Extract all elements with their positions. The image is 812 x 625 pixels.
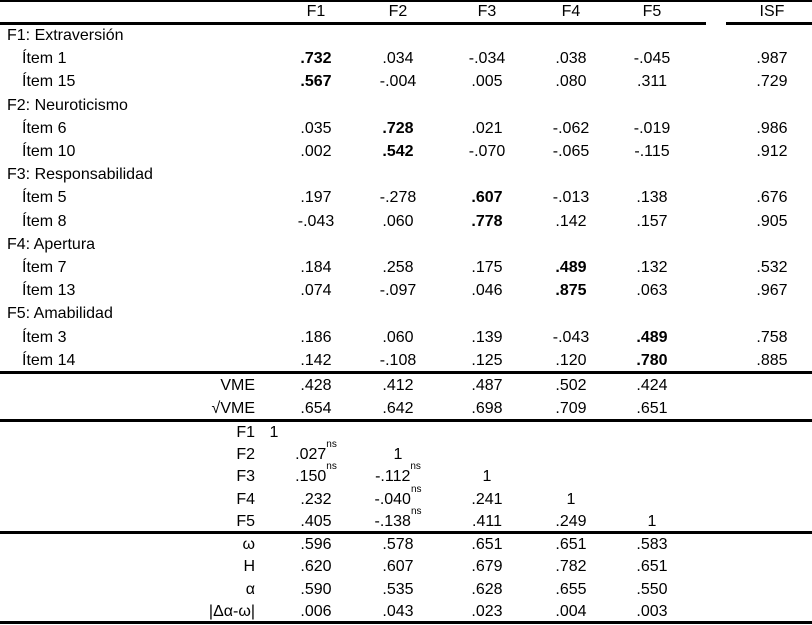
factor-group-label: F3: Responsabilidad — [7, 166, 153, 183]
correlation-value — [447, 510, 527, 533]
item-label: Ítem 5 — [22, 189, 67, 206]
isf-value: .987 — [756, 50, 788, 67]
reliability-value: .003 — [636, 603, 668, 621]
loading-value: -.004 — [379, 73, 417, 90]
loading-value: .063 — [636, 282, 668, 299]
item-label: Ítem 13 — [22, 282, 76, 299]
correlation-value — [358, 505, 438, 533]
loading-value: .002 — [300, 143, 332, 160]
reliability-row — [0, 555, 812, 578]
loading-value: .060 — [382, 213, 414, 230]
reliability-value: .607 — [382, 558, 414, 576]
correlation-label: F1 — [236, 424, 255, 441]
table-row — [0, 186, 812, 209]
correlation-label: F5 — [236, 512, 255, 530]
item-label: Ítem 10 — [22, 143, 76, 160]
loading-value: .138 — [636, 189, 668, 206]
reliability-value: .578 — [382, 536, 414, 553]
correlation-value — [276, 439, 356, 466]
variance-row — [0, 397, 812, 420]
reliability-value: .550 — [636, 580, 668, 598]
isf-value: .905 — [756, 213, 788, 230]
variance-value: .487 — [471, 377, 503, 394]
reliability-label: ω — [242, 536, 255, 553]
ns-marker: ns — [410, 461, 421, 473]
loading-value: .186 — [300, 329, 332, 346]
loading-value: .732 — [300, 50, 332, 67]
loading-value: -.019 — [633, 120, 671, 137]
isf-value: .912 — [756, 143, 788, 160]
loading-value: .489 — [555, 259, 587, 276]
loading-value: -.065 — [552, 143, 590, 160]
col-header-f4: F4 — [561, 3, 581, 20]
correlation-number: -.138 — [374, 512, 411, 530]
item-label: Ítem 6 — [22, 120, 67, 137]
table-row — [0, 140, 812, 163]
correlation-number: .150 — [295, 468, 327, 486]
loading-value: .034 — [382, 50, 414, 67]
reliability-value: .006 — [300, 603, 332, 621]
reliability-label: H — [243, 558, 255, 576]
loading-value: .258 — [382, 259, 414, 276]
loading-value: -.034 — [468, 50, 506, 67]
correlation-row — [0, 421, 812, 444]
correlation-number: 1 — [269, 424, 279, 441]
isf-value: .967 — [756, 282, 788, 299]
variance-value: .502 — [555, 377, 587, 394]
loading-value: -.043 — [552, 329, 590, 346]
loading-value: .778 — [471, 213, 503, 230]
factor-group-row — [0, 163, 812, 186]
correlation-number: .411 — [472, 512, 502, 530]
table-row — [0, 47, 812, 70]
ns-marker: ns — [410, 483, 422, 495]
loading-value: .046 — [471, 282, 503, 299]
reliability-value: .004 — [555, 603, 587, 621]
loading-value: .542 — [382, 143, 414, 160]
correlation-number: 1 — [482, 468, 492, 486]
correlation-number: 1 — [566, 490, 576, 508]
correlation-value — [447, 465, 527, 488]
factor-group-label: F4: Apertura — [7, 236, 96, 253]
correlation-number: .249 — [555, 512, 587, 530]
correlation-value — [531, 510, 611, 533]
reliability-value: .590 — [300, 580, 332, 598]
correlation-number: .405 — [300, 512, 332, 530]
correlation-value — [262, 421, 286, 444]
correlation-value — [276, 461, 356, 488]
correlation-number: -.112 — [375, 468, 411, 486]
loading-value: .021 — [471, 120, 503, 137]
variance-value: .424 — [636, 377, 668, 394]
table-row — [0, 70, 812, 93]
correlation-label: F2 — [236, 446, 255, 464]
loading-value: .780 — [636, 352, 668, 369]
correlation-row — [0, 483, 812, 511]
item-label: Ítem 1 — [22, 50, 67, 67]
factor-group-row — [0, 24, 812, 47]
reliability-value: .043 — [382, 603, 414, 621]
reliability-value: .023 — [471, 603, 503, 621]
correlation-number: -.040 — [374, 490, 411, 508]
item-label: Ítem 8 — [22, 213, 67, 230]
loading-value: .074 — [300, 282, 332, 299]
isf-value: .676 — [756, 189, 788, 206]
loading-value: .157 — [636, 213, 668, 230]
correlation-row — [0, 439, 812, 466]
table-header — [0, 0, 812, 23]
loading-value: .184 — [300, 259, 332, 276]
correlation-value — [276, 488, 356, 511]
correlation-number: 1 — [393, 446, 403, 464]
loading-value: -.013 — [552, 189, 590, 206]
ns-marker: ns — [410, 505, 422, 517]
item-label: Ítem 7 — [22, 259, 67, 276]
loading-value: -.043 — [297, 213, 335, 230]
loading-value: .607 — [471, 189, 503, 206]
reliability-value: .628 — [471, 580, 503, 598]
ns-marker: ns — [326, 461, 337, 473]
reliability-value: .651 — [555, 536, 587, 553]
variance-value: .698 — [471, 400, 503, 417]
correlation-value — [531, 488, 611, 511]
loading-value: -.278 — [379, 189, 417, 206]
reliability-value: .596 — [300, 536, 332, 553]
col-header-isf: ISF — [759, 3, 785, 20]
variance-value: .654 — [300, 400, 332, 417]
variance-value: .642 — [382, 400, 414, 417]
loading-value: -.070 — [468, 143, 506, 160]
correlation-value — [358, 483, 438, 511]
loading-value: .142 — [300, 352, 332, 369]
isf-value: .986 — [756, 120, 788, 137]
reliability-label: α — [245, 580, 255, 598]
variance-value: .412 — [382, 377, 414, 394]
variance-row — [0, 374, 812, 397]
factor-group-row — [0, 302, 812, 325]
correlation-row — [0, 461, 812, 488]
loading-value: .005 — [471, 73, 503, 90]
correlation-value — [358, 461, 438, 488]
col-header-f1: F1 — [306, 3, 326, 20]
loading-value: .311 — [637, 73, 667, 90]
loading-value: .875 — [555, 282, 587, 299]
reliability-value: .655 — [555, 580, 587, 598]
correlation-value — [358, 443, 438, 466]
loading-value: .132 — [636, 259, 668, 276]
factor-group-label: F1: Extraversión — [7, 27, 124, 44]
correlation-row — [0, 505, 812, 533]
loading-value: .567 — [300, 73, 332, 90]
loading-value: .142 — [555, 213, 587, 230]
loading-value: -.108 — [379, 352, 417, 369]
reliability-value: .535 — [382, 580, 414, 598]
correlation-label: F3 — [236, 468, 255, 486]
isf-value: .885 — [756, 352, 788, 369]
correlation-label: F4 — [236, 490, 255, 508]
reliability-row — [0, 578, 812, 601]
loading-value: .489 — [636, 329, 668, 346]
loading-value: -.115 — [634, 143, 670, 160]
loading-value: .197 — [300, 189, 332, 206]
correlation-value — [276, 510, 356, 533]
reliability-value: .782 — [555, 558, 587, 576]
isf-value: .729 — [756, 73, 788, 90]
variance-label: √VME — [211, 400, 255, 417]
isf-value: .532 — [756, 259, 788, 276]
loading-value: .060 — [382, 329, 414, 346]
loading-value: .728 — [382, 120, 414, 137]
correlation-value — [447, 488, 527, 511]
correlation-number: .027 — [295, 446, 327, 464]
loading-value: .120 — [555, 352, 587, 369]
reliability-row — [0, 600, 812, 623]
factor-group-label: F5: Amabilidad — [7, 305, 113, 322]
item-label: Ítem 15 — [22, 73, 76, 90]
col-header-f5: F5 — [642, 3, 662, 20]
item-label: Ítem 14 — [22, 352, 76, 369]
correlation-value — [612, 510, 692, 533]
correlation-number: .241 — [471, 490, 503, 508]
table-row — [0, 256, 812, 279]
variance-value: .428 — [300, 377, 332, 394]
table-row — [0, 349, 812, 372]
loading-value: .139 — [471, 329, 503, 346]
variance-value: .709 — [555, 400, 587, 417]
factor-group-row — [0, 233, 812, 256]
loading-value: -.062 — [552, 120, 590, 137]
table-row — [0, 326, 812, 349]
table-row — [0, 279, 812, 302]
loading-value: .035 — [300, 120, 332, 137]
loading-value: .080 — [555, 73, 587, 90]
loading-value: .038 — [555, 50, 587, 67]
loading-value: -.097 — [379, 282, 417, 299]
reliability-value: .679 — [471, 558, 503, 576]
reliability-label: |Δα-ω| — [208, 603, 255, 621]
reliability-row — [0, 533, 812, 556]
table-row — [0, 210, 812, 233]
factor-group-label: F2: Neuroticismo — [7, 97, 128, 114]
loading-value: .175 — [471, 259, 503, 276]
correlation-number: .232 — [300, 490, 332, 508]
isf-value: .758 — [756, 329, 788, 346]
loading-value: .125 — [471, 352, 503, 369]
reliability-value: .620 — [300, 558, 332, 576]
ns-marker: ns — [326, 439, 337, 451]
variance-label: VME — [220, 377, 255, 394]
reliability-value: .651 — [471, 536, 503, 553]
correlation-number: 1 — [647, 512, 657, 530]
reliability-value: .651 — [636, 558, 668, 576]
loading-value: -.045 — [633, 50, 671, 67]
item-label: Ítem 3 — [22, 329, 67, 346]
variance-value: .651 — [636, 400, 668, 417]
table-row — [0, 117, 812, 140]
col-header-f3: F3 — [477, 3, 497, 20]
reliability-value: .583 — [636, 536, 668, 553]
col-header-f2: F2 — [388, 3, 408, 20]
factor-group-row — [0, 94, 812, 117]
